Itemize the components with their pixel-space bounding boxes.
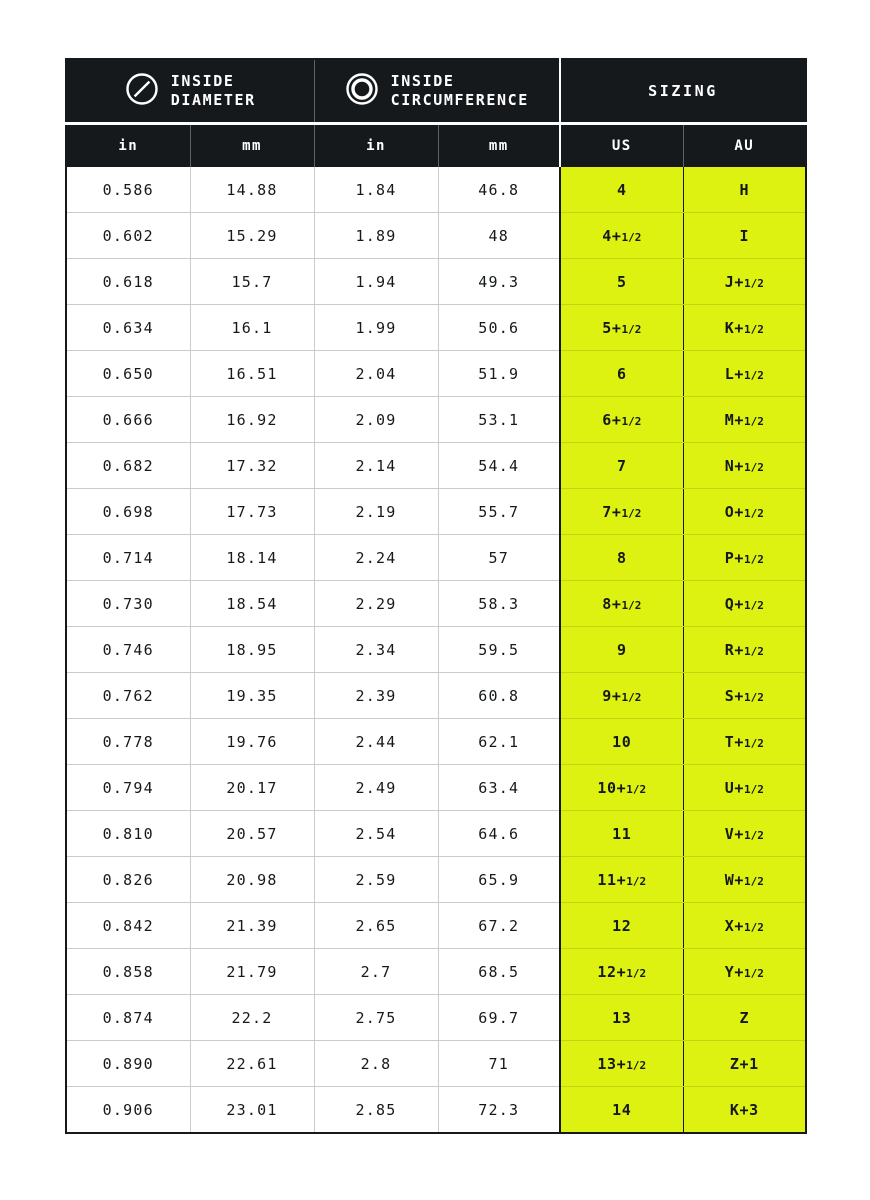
cell-circumference-in: 2.09 [314,397,438,443]
inside-circumference-icon [345,72,379,110]
cell-circumference-in: 1.84 [314,167,438,213]
cell-size-au: L+1/2 [683,351,806,397]
cell-circumference-in: 2.85 [314,1087,438,1134]
cell-circumference-in: 2.7 [314,949,438,995]
cell-diameter-mm: 20.57 [190,811,314,857]
cell-size-au: J+1/2 [683,259,806,305]
cell-circumference-in: 2.29 [314,581,438,627]
cell-diameter-in: 0.890 [66,1041,190,1087]
cell-size-au: N+1/2 [683,443,806,489]
cell-size-us: 6 [560,351,683,397]
cell-diameter-mm: 19.35 [190,673,314,719]
cell-circumference-in: 2.49 [314,765,438,811]
cell-size-au: K+3 [683,1087,806,1134]
cell-diameter-mm: 14.88 [190,167,314,213]
table-row [66,351,806,397]
table-header-groups [66,59,806,124]
cell-diameter-mm: 15.7 [190,259,314,305]
cell-size-au: H [683,167,806,213]
cell-size-au: R+1/2 [683,627,806,673]
cell-size-au: O+1/2 [683,489,806,535]
table-row [66,719,806,765]
cell-circumference-mm: 58.3 [438,581,560,627]
ring-size-table [65,58,807,1134]
cell-size-us: 12 [560,903,683,949]
cell-circumference-mm: 50.6 [438,305,560,351]
cell-size-us: 7+1/2 [560,489,683,535]
cell-circumference-mm: 69.7 [438,995,560,1041]
cell-circumference-mm: 54.4 [438,443,560,489]
cell-circumference-mm: 49.3 [438,259,560,305]
cell-circumference-in: 2.04 [314,351,438,397]
cell-circumference-mm: 65.9 [438,857,560,903]
cell-diameter-in: 0.730 [66,581,190,627]
cell-circumference-mm: 62.1 [438,719,560,765]
cell-diameter-in: 0.618 [66,259,190,305]
cell-circumference-in: 2.54 [314,811,438,857]
header-group-inside-circumference [314,59,560,124]
column-header-circumference-in: in [314,124,438,168]
cell-diameter-in: 0.826 [66,857,190,903]
cell-circumference-in: 2.65 [314,903,438,949]
table-row [66,259,806,305]
cell-diameter-mm: 22.61 [190,1041,314,1087]
cell-diameter-mm: 18.54 [190,581,314,627]
cell-size-us: 13 [560,995,683,1041]
cell-circumference-mm: 53.1 [438,397,560,443]
cell-size-us: 11 [560,811,683,857]
cell-diameter-mm: 23.01 [190,1087,314,1134]
cell-diameter-mm: 22.2 [190,995,314,1041]
table-row [66,995,806,1041]
cell-diameter-mm: 21.79 [190,949,314,995]
cell-size-au: M+1/2 [683,397,806,443]
cell-size-au: Z [683,995,806,1041]
cell-size-us: 13+1/2 [560,1041,683,1087]
cell-diameter-in: 0.746 [66,627,190,673]
cell-diameter-in: 0.874 [66,995,190,1041]
table-row [66,397,806,443]
cell-diameter-mm: 16.51 [190,351,314,397]
cell-size-us: 9+1/2 [560,673,683,719]
cell-circumference-mm: 55.7 [438,489,560,535]
column-header-au: AU [683,124,806,168]
cell-circumference-in: 2.8 [314,1041,438,1087]
cell-diameter-in: 0.586 [66,167,190,213]
cell-circumference-mm: 71 [438,1041,560,1087]
cell-diameter-in: 0.842 [66,903,190,949]
inside-diameter-icon [125,72,159,110]
cell-circumference-in: 1.99 [314,305,438,351]
table-row [66,1041,806,1087]
cell-diameter-in: 0.858 [66,949,190,995]
cell-diameter-mm: 18.14 [190,535,314,581]
cell-circumference-in: 2.34 [314,627,438,673]
cell-diameter-in: 0.634 [66,305,190,351]
cell-diameter-in: 0.906 [66,1087,190,1134]
table-body [66,167,806,1133]
cell-size-us: 4+1/2 [560,213,683,259]
cell-circumference-in: 2.14 [314,443,438,489]
header-line-1: INSIDE [170,71,235,90]
table-row [66,167,806,213]
cell-diameter-in: 0.714 [66,535,190,581]
cell-diameter-mm: 15.29 [190,213,314,259]
cell-circumference-in: 2.24 [314,535,438,581]
cell-diameter-mm: 20.98 [190,857,314,903]
table-row [66,765,806,811]
cell-size-us: 6+1/2 [560,397,683,443]
cell-diameter-in: 0.602 [66,213,190,259]
column-header-us: US [560,124,683,168]
table-row [66,1087,806,1134]
cell-size-us: 5+1/2 [560,305,683,351]
cell-diameter-mm: 19.76 [190,719,314,765]
header-group-label [171,72,256,110]
column-header-diameter-in: in [66,124,190,168]
cell-size-au: T+1/2 [683,719,806,765]
cell-size-au: V+1/2 [683,811,806,857]
column-header-circumference-mm: mm [438,124,560,168]
cell-size-us: 5 [560,259,683,305]
header-line-1: INSIDE [390,71,455,90]
column-header-diameter-mm: mm [190,124,314,168]
cell-size-us: 9 [560,627,683,673]
cell-circumference-in: 1.89 [314,213,438,259]
table-row [66,903,806,949]
cell-diameter-mm: 17.73 [190,489,314,535]
cell-diameter-in: 0.762 [66,673,190,719]
cell-size-au: I [683,213,806,259]
cell-size-us: 8 [560,535,683,581]
cell-diameter-mm: 17.32 [190,443,314,489]
cell-size-au: Z+1 [683,1041,806,1087]
table-row [66,581,806,627]
cell-size-au: P+1/2 [683,535,806,581]
cell-size-us: 10 [560,719,683,765]
cell-circumference-in: 2.19 [314,489,438,535]
table-row [66,857,806,903]
cell-circumference-mm: 64.6 [438,811,560,857]
table-row [66,811,806,857]
header-line-2: CIRCUMFERENCE [390,91,529,109]
cell-diameter-in: 0.698 [66,489,190,535]
cell-diameter-mm: 16.92 [190,397,314,443]
cell-diameter-in: 0.650 [66,351,190,397]
cell-diameter-in: 0.794 [66,765,190,811]
cell-size-au: U+1/2 [683,765,806,811]
cell-circumference-mm: 60.8 [438,673,560,719]
header-group-inside-diameter [66,59,314,124]
sizing-label: SIZING [648,82,718,100]
cell-size-au: X+1/2 [683,903,806,949]
cell-diameter-in: 0.810 [66,811,190,857]
cell-diameter-in: 0.682 [66,443,190,489]
cell-size-us: 10+1/2 [560,765,683,811]
cell-diameter-in: 0.666 [66,397,190,443]
cell-size-us: 11+1/2 [560,857,683,903]
table-row [66,305,806,351]
table-row [66,443,806,489]
cell-size-us: 7 [560,443,683,489]
table-row [66,949,806,995]
cell-circumference-in: 2.75 [314,995,438,1041]
cell-diameter-mm: 16.1 [190,305,314,351]
cell-circumference-in: 1.94 [314,259,438,305]
table-header-units [66,124,806,168]
cell-circumference-in: 2.39 [314,673,438,719]
cell-circumference-mm: 72.3 [438,1087,560,1134]
cell-circumference-mm: 51.9 [438,351,560,397]
cell-size-au: W+1/2 [683,857,806,903]
cell-circumference-mm: 48 [438,213,560,259]
table-row [66,535,806,581]
cell-circumference-mm: 68.5 [438,949,560,995]
cell-size-us: 4 [560,167,683,213]
cell-size-us: 12+1/2 [560,949,683,995]
cell-circumference-mm: 46.8 [438,167,560,213]
table-row [66,673,806,719]
cell-size-au: Q+1/2 [683,581,806,627]
cell-diameter-mm: 18.95 [190,627,314,673]
table-row [66,213,806,259]
cell-circumference-mm: 59.5 [438,627,560,673]
header-group-sizing [560,59,806,124]
cell-diameter-mm: 21.39 [190,903,314,949]
cell-diameter-in: 0.778 [66,719,190,765]
cell-circumference-mm: 57 [438,535,560,581]
cell-size-us: 8+1/2 [560,581,683,627]
cell-circumference-mm: 67.2 [438,903,560,949]
cell-size-au: S+1/2 [683,673,806,719]
cell-size-us: 14 [560,1087,683,1134]
cell-circumference-mm: 63.4 [438,765,560,811]
cell-circumference-in: 2.59 [314,857,438,903]
table-row [66,489,806,535]
table-row [66,627,806,673]
header-group-label [391,72,529,110]
cell-circumference-in: 2.44 [314,719,438,765]
cell-diameter-mm: 20.17 [190,765,314,811]
cell-size-au: K+1/2 [683,305,806,351]
cell-size-au: Y+1/2 [683,949,806,995]
header-line-2: DIAMETER [170,91,256,109]
